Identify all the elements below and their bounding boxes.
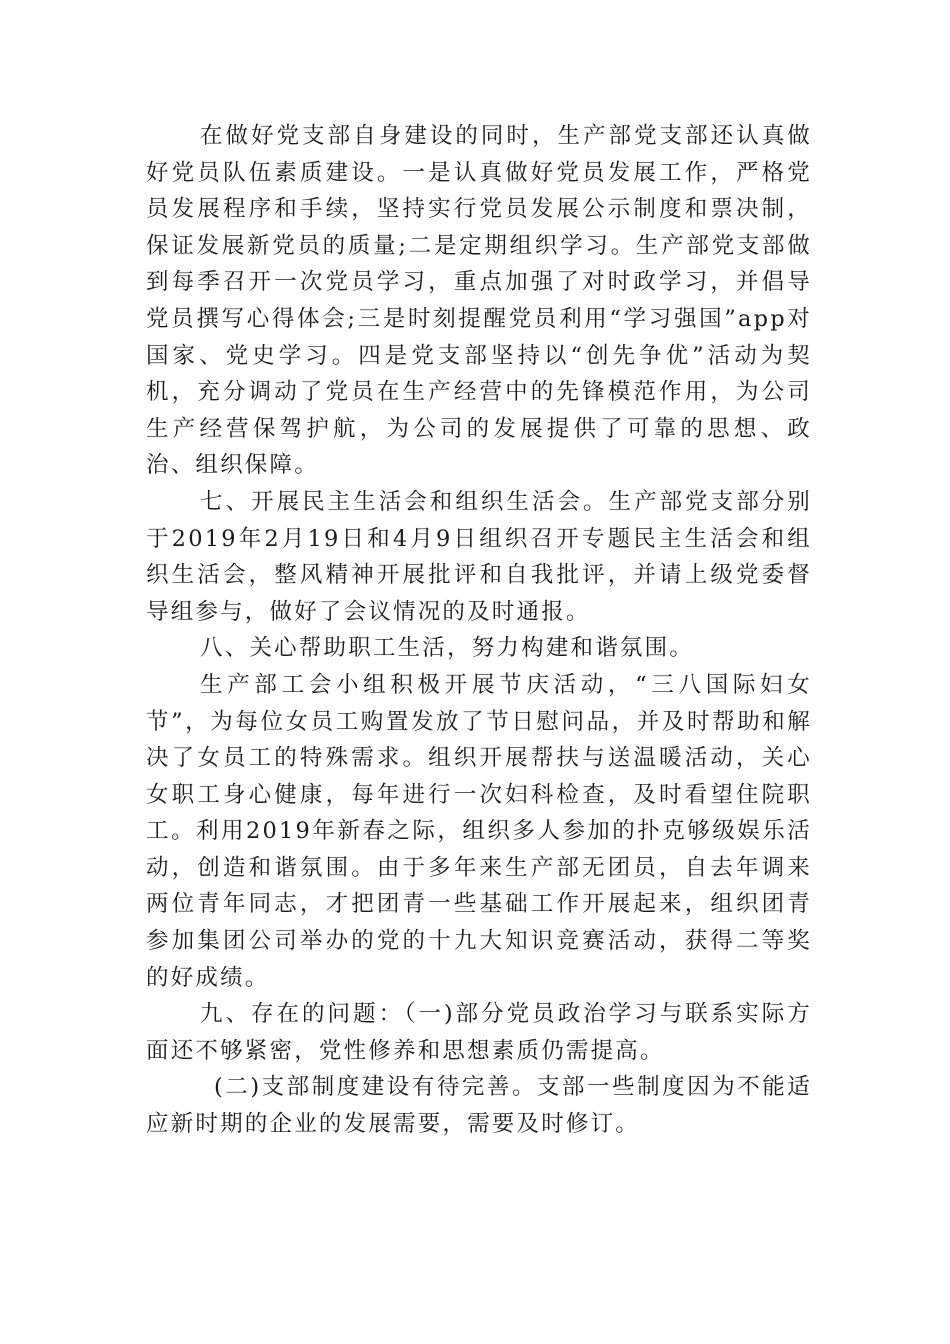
paragraph-system-improvement: (二)支部制度建设有待完善。支部一些制度因为不能适应新时期的企业的发展需要，需要及时修订。: [146, 1074, 812, 1138]
paragraph-democratic-life-meeting: 七、开展民主生活会和组织生活会。生产部党支部分别于2019年2月19日和4月9日组织召开专题民主生活会和组织生活会，整风精神开展批评和自我批评，并请上级党委督导组参与，做好了会议情况的及时通报。: [146, 488, 812, 625]
paragraph-union-activities: 生产部工会小组积极开展节庆活动，“三八国际妇女节”，为每位女员工购置发放了节日慰问品，并及时帮助和解决了女员工的特殊需求。组织开展帮扶与送温暖活动，关心女职工身心健康，每年进行一次妇科检查，及时看望住院职工。利用2019年新春之际，组织多人参加的扑克够级娱乐活动，创造和谐氛围。由于多年来生产部无团员，自去年调来两位青年同志，才把团青一些基础工作开展起来，组织团青参加集团公司举办的党的十九大知识竞赛活动，获得二等奖的好成绩。: [146, 671, 812, 991]
paragraph-party-member-quality: 在做好党支部自身建设的同时，生产部党支部还认真做好党员队伍素质建设。一是认真做好党员发展工作，严格党员发展程序和手续，坚持实行党员发展公示制度和票决制，保证发展新党员的质量;二是定期组织学习。生产部党支部做到每季召开一次党员学习，重点加强了对时政学习，并倡导党员撰写心得体会;三是时刻提醒党员利用“学习强国”app对国家、党史学习。四是党支部坚持以“创先争优”活动为契机，充分调动了党员在生产经营中的先锋模范作用，为公司生产经营保驾护航，为公司的发展提供了可靠的思想、政治、组织保障。: [146, 123, 812, 479]
paragraph-section-heading-care: 八、关心帮助职工生活，努力构建和谐氛围。: [200, 635, 695, 662]
document-body: [146, 118, 812, 1143]
paragraph-existing-problems: 九、存在的问题：（一)部分党员政治学习与联系实际方面还不够紧密，党性修养和思想素质仍需提高。: [146, 1001, 812, 1064]
